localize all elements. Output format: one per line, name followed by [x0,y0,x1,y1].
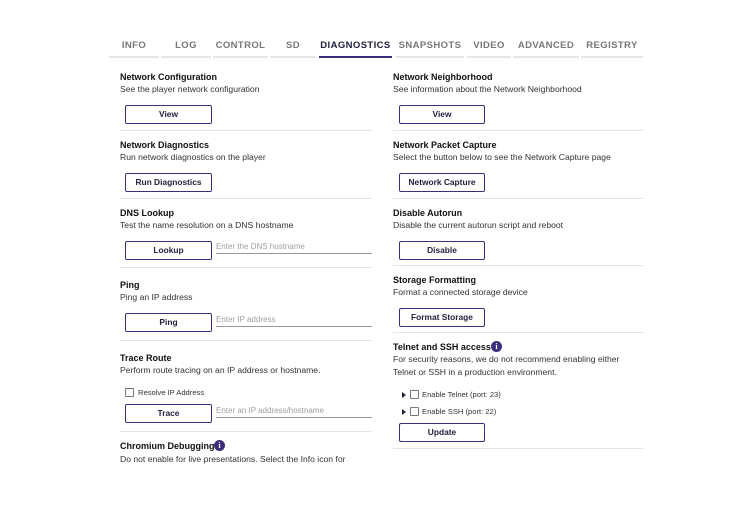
enable-telnet-checkbox[interactable] [410,390,419,399]
divider [393,198,643,199]
disable-autorun-title: Disable Autorun [393,208,463,218]
network-config-title: Network Configuration [120,72,217,82]
tab-registry[interactable]: REGISTRY [581,36,643,58]
dns-lookup-desc: Test the name resolution on a DNS hostname [120,220,294,230]
chromium-debugging-desc: Do not enable for live presentations. Select the Info icon for [120,454,346,464]
run-diagnostics-button[interactable]: Run Diagnostics [125,173,212,192]
ping-ip-input[interactable] [216,313,372,327]
trace-host-input[interactable] [216,404,372,418]
tab-video[interactable]: VIDEO [467,36,511,58]
lookup-button[interactable]: Lookup [125,241,212,260]
storage-formatting-title: Storage Formatting [393,275,477,285]
network-config-desc: See the player network configuration [120,84,260,94]
ssh-expand-icon[interactable] [402,409,406,415]
divider [120,130,372,131]
ping-title: Ping [120,280,140,290]
resolve-ip-label: Resolve IP Address [138,388,205,397]
chromium-info-icon[interactable]: i [214,440,225,451]
divider [120,340,372,341]
trace-button[interactable]: Trace [125,404,212,423]
divider [120,198,372,199]
disable-autorun-desc: Disable the current autorun script and reboot [393,220,564,230]
storage-formatting-desc: Format a connected storage device [393,287,528,297]
tab-advanced[interactable]: ADVANCED [513,36,579,58]
dns-lookup-title: DNS Lookup [120,208,174,218]
packet-capture-desc: Select the button below to see the Network Capture page [393,152,611,162]
tab-control[interactable]: CONTROL [213,36,268,58]
tab-info[interactable]: INFO [109,36,159,58]
enable-ssh-checkbox[interactable] [410,407,419,416]
format-storage-button[interactable]: Format Storage [399,308,485,327]
telnet-ssh-desc-line1: For security reasons, we do not recommend enabling either [393,354,620,364]
enable-ssh-label: Enable SSH (port: 22) [422,407,497,416]
ping-button[interactable]: Ping [125,313,212,332]
resolve-ip-checkbox[interactable] [125,388,134,397]
telnet-expand-icon[interactable] [402,392,406,398]
network-neighborhood-title: Network Neighborhood [393,72,493,82]
divider [393,130,643,131]
network-diag-desc: Run network diagnostics on the player [120,152,266,162]
network-diag-title: Network Diagnostics [120,140,210,150]
tab-diagnostics[interactable]: DIAGNOSTICS [319,36,392,58]
update-button[interactable]: Update [399,423,485,442]
telnet-info-icon[interactable]: i [491,341,502,352]
tab-sd[interactable]: SD [270,36,316,58]
chromium-debugging-title: Chromium Debugging [120,441,215,451]
divider [393,265,643,266]
divider [120,431,372,432]
network-neighborhood-view-button[interactable]: View [399,105,485,124]
tab-bar [109,36,643,58]
disable-button[interactable]: Disable [399,241,485,260]
telnet-ssh-desc-line2: Telnet or SSH in a production environment. [393,367,557,377]
network-capture-button[interactable]: Network Capture [399,173,485,192]
trace-route-desc: Perform route tracing on an IP address or hostname. [120,365,321,375]
tab-log[interactable]: LOG [161,36,211,58]
network-neighborhood-desc: See information about the Network Neighborhood [393,84,582,94]
enable-telnet-label: Enable Telnet (port: 23) [422,390,501,399]
ping-desc: Ping an IP address [120,292,193,302]
packet-capture-title: Network Packet Capture [393,140,497,150]
divider [393,448,643,449]
telnet-ssh-title: Telnet and SSH access [393,342,491,352]
tab-snapshots[interactable]: SNAPSHOTS [396,36,464,58]
divider [393,332,643,333]
divider [120,267,372,268]
network-config-view-button[interactable]: View [125,105,212,124]
trace-route-title: Trace Route [120,353,172,363]
dns-hostname-input[interactable] [216,240,372,254]
